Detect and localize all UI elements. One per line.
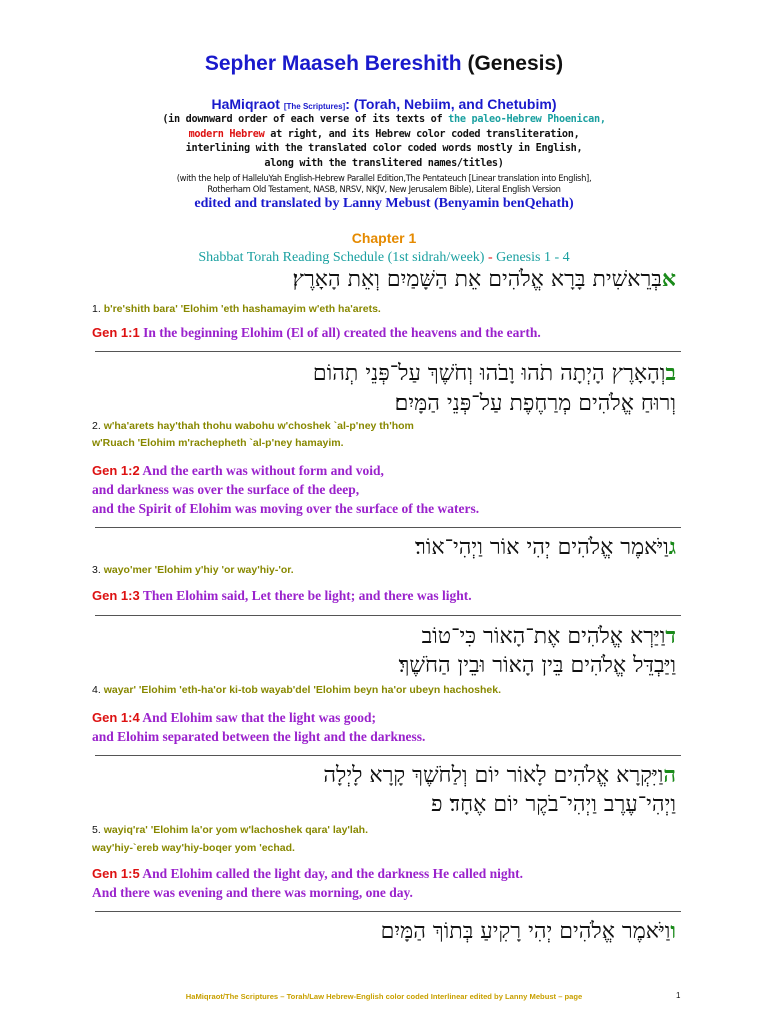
verse-5-number: 5. bbox=[92, 824, 101, 836]
verse-4-transliteration bbox=[92, 684, 501, 696]
intro-accent-2: modern Hebrew bbox=[188, 129, 265, 140]
editor-credit: edited and translated by Lanny Mebust (Benyamin benQehath) bbox=[194, 196, 574, 211]
verse-5-english-1 bbox=[92, 864, 523, 883]
intro-line-2 bbox=[0, 129, 768, 140]
verse-3-hebrew-number: ג bbox=[668, 534, 676, 560]
chapter-title: Chapter 1 bbox=[351, 230, 417, 246]
verse-2-translit-text-1: w'ha'arets hay'thah thohu wabohu w'choshek `al-p'ney th'hom bbox=[103, 420, 414, 432]
verse-5-hebrew-line-2: וַיְהִי־עֶרֶב וַיְהִי־בֹקֶר יוֹם אֶחָד׃ פ bbox=[431, 792, 676, 817]
verse-3-hebrew-line-1 bbox=[415, 534, 676, 560]
verse-2-hebrew-line-2: וְרוּחַ אֱלֹהִים מְרַחֶפֶת עַל־פְּנֵי הַמָּיִם׃ bbox=[394, 391, 676, 416]
verse-4-english-2: and Elohim separated between the light and the darkness. bbox=[92, 729, 426, 744]
verse-2-reference: Gen 1:2 bbox=[92, 463, 140, 478]
reading-schedule bbox=[0, 250, 768, 266]
verse-5-transliteration-2: way'hiy-`ereb way'hiy-boqer yom 'echad. bbox=[92, 842, 295, 854]
verse-1-hebrew-text: בְּרֵאשִׁית בָּרָא אֱלֹהִים אֵת הַשָּׁמַיִם וְאֵת הָאָרֶץ׃ bbox=[292, 267, 662, 292]
intro-text-1: (in downward order of each verse of its texts of bbox=[162, 114, 443, 125]
schedule-text: Shabbat Torah Reading Schedule (1st sidrah/week) bbox=[198, 250, 485, 265]
verse-3-translit-text: wayo'mer 'Elohim y'hiy 'or way'hiy-'or. bbox=[103, 564, 294, 576]
verse-1-reference: Gen 1:1 bbox=[92, 325, 140, 340]
intro-line-3: interlining with the translated color coded words mostly in English, bbox=[185, 143, 583, 154]
page-number: 1 bbox=[676, 991, 681, 1000]
intro-line-6: Rotherham Old Testament, NASB, NRSV, NKJV, New Jerusalem Bible), Literal English Version bbox=[207, 184, 561, 194]
title-paren: (Genesis) bbox=[467, 52, 564, 75]
verse-6-hebrew-text: וַיֹּאמֶר אֱלֹהִים יְהִי רָקִיעַ בְּתוֹךְ הַמָּיִם bbox=[380, 919, 671, 944]
verse-divider bbox=[95, 911, 681, 912]
verse-2-english-1 bbox=[92, 461, 384, 480]
verse-divider bbox=[95, 527, 681, 528]
verse-2-english-2: and darkness was over the surface of the deep, bbox=[92, 482, 360, 497]
verse-2-hebrew-line-1 bbox=[313, 360, 676, 386]
verse-5-transliteration-1 bbox=[92, 824, 368, 836]
verse-6-hebrew-line-1 bbox=[381, 918, 676, 944]
verse-4-hebrew-text-1: וַיַּרְא אֱלֹהִים אֶת־הָאוֹר כִּי־טוֹב bbox=[421, 624, 666, 649]
verse-2-number: 2. bbox=[92, 420, 101, 432]
verse-2-hebrew-text-1: וְהָאָרֶץ הָיְתָה תֹהוּ וָבֹהוּ וְחֹשֶׁךְ עַל־פְּנֵי תְהוֹם bbox=[312, 361, 666, 386]
verse-4-translit-text: wayar' 'Elohim 'eth-ha'or ki-tob wayab'del 'Elohim beyn ha'or ubeyn hachoshek. bbox=[103, 684, 501, 696]
verse-1-hebrew-number: א bbox=[661, 266, 676, 292]
subtitle-a: HaMiqraot bbox=[211, 96, 284, 112]
verse-1-translit-text: b're'shith bara' 'Elohim 'eth hashamayim w'eth ha'arets. bbox=[103, 303, 381, 315]
verse-4-hebrew-line-1 bbox=[422, 623, 676, 649]
verse-4-hebrew-number: ד bbox=[665, 623, 676, 649]
document-title bbox=[0, 52, 768, 76]
verse-2-english-3: and the Spirit of Elohim was moving over the surface of the waters. bbox=[92, 501, 480, 516]
verse-3-english-text: Then Elohim said, Let there be light; and there was light. bbox=[142, 588, 472, 603]
verse-3-hebrew-text: וַיֹּאמֶר אֱלֹהִים יְהִי אוֹר וַיְהִי־אוֹר׃ bbox=[414, 535, 669, 560]
verse-4-reference: Gen 1:4 bbox=[92, 710, 140, 725]
verse-5-hebrew-text-1: וַיִּקְרָא אֱלֹהִים לָאוֹר יוֹם וְלַחֹשֶׁךְ קָרָא לָיְלָה bbox=[323, 763, 664, 788]
verse-5-hebrew-line-1 bbox=[323, 762, 676, 788]
verse-3-number: 3. bbox=[92, 564, 101, 576]
verse-1-number: 1. bbox=[92, 303, 101, 315]
intro-line-5: (with the help of HalleluYah English-Hebrew Parallel Edition,The Pentateuch [Linear translation into English], bbox=[176, 173, 592, 183]
intro-accent-1: the paleo-Hebrew Phoenican, bbox=[448, 114, 606, 125]
document-subtitle bbox=[0, 96, 768, 112]
intro-text-2: at right, and its Hebrew color coded transliteration, bbox=[270, 129, 580, 140]
verse-3-transliteration bbox=[92, 564, 294, 576]
verse-5-reference: Gen 1:5 bbox=[92, 866, 140, 881]
schedule-range: Genesis 1 - 4 bbox=[496, 250, 570, 265]
intro-line-4: along with the translitered names/titles) bbox=[264, 158, 504, 169]
verse-5-hebrew-number: ה bbox=[663, 762, 676, 788]
verse-divider bbox=[95, 615, 681, 616]
verse-1-english-text: In the beginning Elohim (El of all) created the heavens and the earth. bbox=[143, 325, 541, 340]
title-main: Sepher Maaseh Bereshith bbox=[204, 52, 462, 75]
verse-5-translit-text-1: wayiq'ra' 'Elohim la'or yom w'lachoshek qara' lay'lah. bbox=[103, 824, 369, 836]
verse-3-english bbox=[92, 586, 472, 605]
verse-divider bbox=[95, 351, 681, 352]
verse-4-english-1 bbox=[92, 708, 376, 727]
verse-4-english-text-1: And Elohim saw that the light was good; bbox=[142, 710, 376, 725]
verse-4-number: 4. bbox=[92, 684, 101, 696]
verse-4-hebrew-line-2: וַיַּבְדֵּל אֱלֹהִים בֵּין הָאוֹר וּבֵין הַחֹשֶׁךְ׃ bbox=[398, 653, 676, 678]
verse-2-transliteration-1 bbox=[92, 420, 414, 432]
intro-line-1 bbox=[0, 114, 768, 125]
subtitle-b: [The Scriptures] bbox=[283, 102, 346, 111]
verse-1-english bbox=[92, 323, 541, 342]
verse-divider bbox=[95, 755, 681, 756]
verse-5-english-2: And there was evening and there was morning, one day. bbox=[92, 885, 413, 900]
verse-5-english-text-1: And Elohim called the light day, and the darkness He called night. bbox=[142, 866, 524, 881]
verse-1-hebrew-line-1 bbox=[293, 266, 677, 292]
verse-2-english-text-1: And the earth was without form and void, bbox=[142, 463, 384, 478]
verse-2-transliteration-2: w'Ruach 'Elohim m'rachepheth `al-p'ney hamayim. bbox=[92, 437, 344, 449]
verse-1-transliteration bbox=[92, 303, 381, 315]
verse-3-reference: Gen 1:3 bbox=[92, 588, 140, 603]
schedule-dash: - bbox=[484, 250, 497, 265]
verse-6-hebrew-number: ו bbox=[670, 918, 676, 944]
subtitle-c: : (Torah, Nebiim, and Chetubim) bbox=[345, 96, 557, 112]
footer-text: HaMiqraot/The Scriptures – Torah/Law Hebrew-English color coded Interlinear edited by Lanny Mebust – page bbox=[185, 992, 583, 1001]
verse-2-hebrew-number: ב bbox=[665, 360, 676, 386]
